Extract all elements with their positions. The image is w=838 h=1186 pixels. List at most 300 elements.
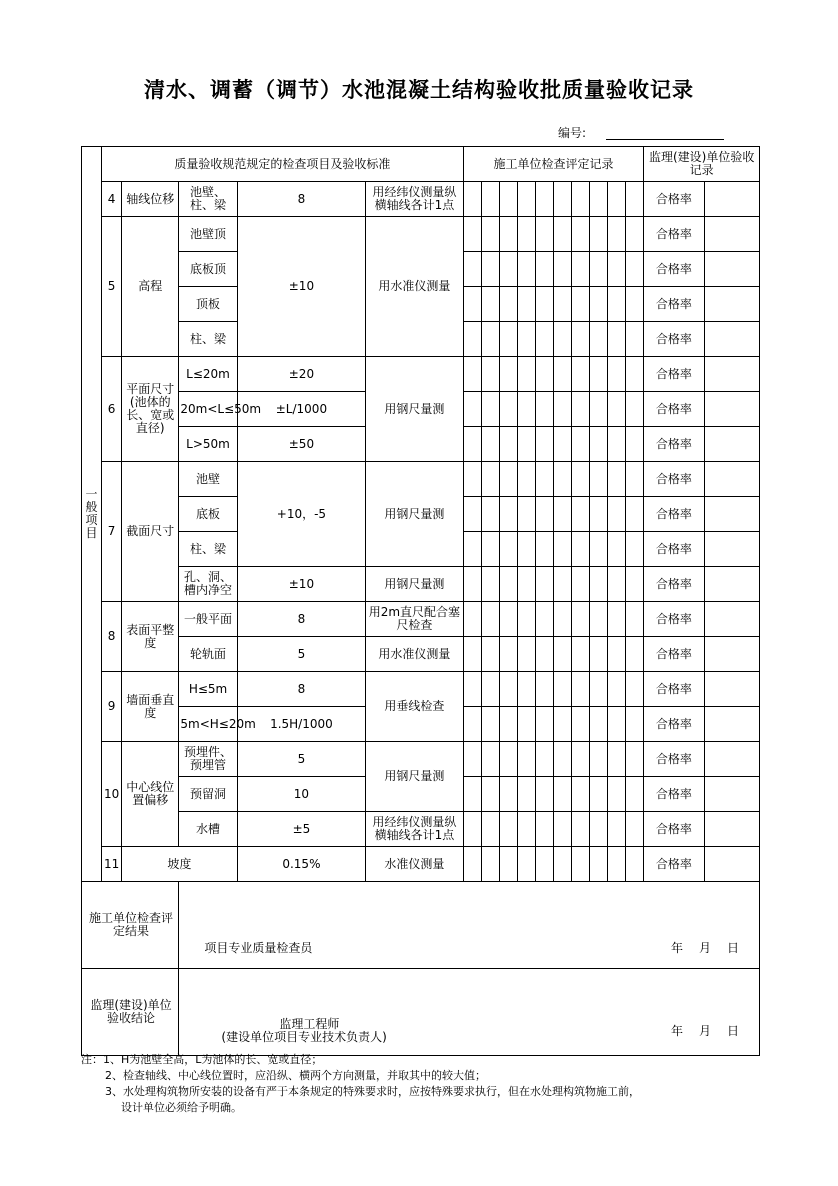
record-cell[interactable] [553,567,571,602]
record-cell[interactable] [481,532,499,567]
record-cell[interactable] [499,287,517,322]
record-cell[interactable] [517,392,535,427]
record-cell[interactable] [626,672,644,707]
record-cell[interactable] [481,392,499,427]
check-method: 用水准仪测量 [366,217,463,357]
record-cell[interactable] [517,182,535,217]
record-cell[interactable] [499,777,517,812]
item-name: 平面尺寸(池体的长、宽或直径) [122,357,179,462]
record-cell[interactable] [535,812,553,847]
record-cell[interactable] [535,357,553,392]
record-cell[interactable] [608,532,626,567]
record-cell[interactable] [572,217,590,252]
record-cell[interactable] [535,322,553,357]
allowed-deviation: 8 [237,672,366,707]
record-cell[interactable] [535,777,553,812]
record-cell[interactable] [590,182,608,217]
record-cell[interactable] [517,217,535,252]
record-cell[interactable] [463,357,481,392]
record-cell[interactable] [626,742,644,777]
record-cell[interactable] [463,462,481,497]
record-cell[interactable] [463,637,481,672]
sub-item: 轮轨面 [179,637,237,672]
record-cell[interactable] [553,742,571,777]
record-cell[interactable] [572,182,590,217]
record-cell[interactable] [517,322,535,357]
record-cell[interactable] [626,497,644,532]
record-cell[interactable] [481,322,499,357]
table-row [82,812,760,847]
section-label-char: 般 [85,500,98,514]
record-cell[interactable] [590,252,608,287]
record-cell[interactable] [481,357,499,392]
item-number: 11 [102,847,122,882]
record-cell[interactable] [626,287,644,322]
record-cell[interactable] [463,812,481,847]
code-input-line[interactable] [606,139,724,140]
supervision-label-cell [82,969,179,1056]
record-cell[interactable] [517,602,535,637]
record-cell[interactable] [590,427,608,462]
pass-rate-label: 合格率 [644,602,704,637]
pass-rate-value[interactable] [704,357,759,392]
record-cell[interactable] [608,742,626,777]
record-cell[interactable] [572,777,590,812]
record-cell[interactable] [626,777,644,812]
record-cell[interactable] [553,707,571,742]
record-cell[interactable] [626,182,644,217]
pass-rate-label: 合格率 [644,392,704,427]
record-cell[interactable] [463,287,481,322]
record-cell[interactable] [553,532,571,567]
construction-date[interactable]: 年 月 日 [670,941,741,955]
record-cell[interactable] [626,637,644,672]
construction-header: 施工单位检查评定记录 [463,147,644,182]
record-cell[interactable] [481,252,499,287]
record-cell[interactable] [535,217,553,252]
record-cell[interactable] [608,847,626,882]
record-cell[interactable] [608,392,626,427]
record-cell[interactable] [463,252,481,287]
note-1: 注：1、H为池壁全高，L为池体的长、宽或直径； [81,1053,323,1066]
record-cell[interactable] [590,672,608,707]
pass-rate-label: 合格率 [644,287,704,322]
record-cell[interactable] [517,742,535,777]
check-method: 用钢尺量测 [366,462,463,567]
record-cell[interactable] [517,357,535,392]
sub-item: 柱、梁 [179,322,237,357]
record-cell[interactable] [553,217,571,252]
table-body [82,147,760,1056]
record-cell[interactable] [553,847,571,882]
record-cell[interactable] [608,777,626,812]
record-cell[interactable] [572,287,590,322]
record-cell[interactable] [535,182,553,217]
record-cell[interactable] [499,707,517,742]
record-cell[interactable] [608,427,626,462]
record-cell[interactable] [608,252,626,287]
note-4: 设计单位必须给予明确。 [121,1101,242,1114]
record-cell[interactable] [590,602,608,637]
record-cell[interactable] [463,742,481,777]
pass-rate-label: 合格率 [644,637,704,672]
allowed-deviation: 5 [237,742,366,777]
record-cell[interactable] [535,462,553,497]
record-cell[interactable] [499,252,517,287]
record-cell[interactable] [590,357,608,392]
section-label-char: 目 [85,526,98,540]
record-cell[interactable] [626,427,644,462]
record-cell[interactable] [608,567,626,602]
pass-rate-value[interactable] [704,182,759,217]
table-row [82,567,760,602]
record-cell[interactable] [608,217,626,252]
record-cell[interactable] [481,287,499,322]
record-cell[interactable] [626,357,644,392]
sub-item: 底板 [179,497,237,532]
table-row [82,182,760,217]
record-cell[interactable] [463,672,481,707]
code-label: 编号: [558,126,587,140]
record-cell[interactable] [590,777,608,812]
table-row [82,602,760,637]
item-name: 表面平整度 [122,602,179,672]
record-cell[interactable] [572,672,590,707]
item-name: 截面尺寸 [122,462,179,602]
pass-rate-value[interactable] [704,322,759,357]
record-cell[interactable] [626,567,644,602]
table-row [82,357,760,392]
record-cell[interactable] [463,427,481,462]
record-cell[interactable] [535,497,553,532]
item-number: 10 [102,742,122,847]
record-cell[interactable] [499,812,517,847]
record-cell[interactable] [517,812,535,847]
record-cell[interactable] [463,497,481,532]
supervision-label: 监理(建设)单位验收结论 [90,998,172,1025]
record-cell[interactable] [572,602,590,637]
record-cell[interactable] [481,672,499,707]
record-cell[interactable] [463,182,481,217]
record-cell[interactable] [517,637,535,672]
sub-item: 预留洞 [179,777,237,812]
record-cell[interactable] [463,777,481,812]
record-cell[interactable] [463,217,481,252]
sub-item: 池壁顶 [179,217,237,252]
record-cell[interactable] [626,707,644,742]
notes [81,1052,640,1116]
record-cell[interactable] [499,182,517,217]
record-cell[interactable] [572,707,590,742]
pass-rate-value[interactable] [704,847,759,882]
record-cell[interactable] [590,462,608,497]
record-cell[interactable] [572,847,590,882]
record-cell[interactable] [626,322,644,357]
criteria-header: 质量验收规范规定的检查项目及验收标准 [102,147,464,182]
pass-rate-label: 合格率 [644,497,704,532]
record-cell[interactable] [590,392,608,427]
record-cell[interactable] [608,602,626,637]
check-method: 用水准仪测量 [366,637,463,672]
record-cell[interactable] [481,707,499,742]
pass-rate-label: 合格率 [644,462,704,497]
pass-rate-value[interactable] [704,812,759,847]
record-cell[interactable] [608,497,626,532]
supervision-sign-area[interactable] [179,969,760,1056]
sub-item: 预埋件、预埋管 [179,742,237,777]
record-cell[interactable] [481,427,499,462]
record-cell[interactable] [553,182,571,217]
record-cell[interactable] [481,497,499,532]
table-row [82,637,760,672]
record-cell[interactable] [499,462,517,497]
pass-rate-label: 合格率 [644,182,704,217]
record-cell[interactable] [517,427,535,462]
record-cell[interactable] [535,252,553,287]
record-cell[interactable] [535,707,553,742]
record-cell[interactable] [572,812,590,847]
record-cell[interactable] [517,532,535,567]
record-cell[interactable] [463,847,481,882]
check-method: 用经纬仪测量纵横轴线各计1点 [366,182,463,217]
note-2: 2、检查轴线、中心线位置时，应沿纵、横两个方向测量，并取其中的较大值； [105,1069,486,1082]
record-cell[interactable] [626,532,644,567]
item-name: 墙面垂直度 [122,672,179,742]
record-cell[interactable] [608,637,626,672]
record-cell[interactable] [463,392,481,427]
pass-rate-label: 合格率 [644,427,704,462]
record-cell[interactable] [517,462,535,497]
record-cell[interactable] [608,322,626,357]
pass-rate-value[interactable] [704,497,759,532]
record-cell[interactable] [608,672,626,707]
supervision-date[interactable]: 年 月 日 [670,1024,741,1038]
record-cell[interactable] [499,567,517,602]
table-row [82,847,760,882]
check-method: 用钢尺量测 [366,742,463,812]
table-row [82,217,760,252]
record-cell[interactable] [572,742,590,777]
construction-label-cell [82,882,179,969]
record-cell[interactable] [572,427,590,462]
record-cell[interactable] [535,672,553,707]
record-cell[interactable] [517,777,535,812]
record-cell[interactable] [463,707,481,742]
record-cell[interactable] [626,252,644,287]
record-cell[interactable] [572,497,590,532]
record-cell[interactable] [572,357,590,392]
pass-rate-value[interactable] [704,532,759,567]
record-cell[interactable] [499,357,517,392]
record-cell[interactable] [553,602,571,637]
record-cell[interactable] [463,532,481,567]
record-cell[interactable] [590,637,608,672]
record-cell[interactable] [590,287,608,322]
allowed-deviation: ±L/1000 [237,392,366,427]
pass-rate-value[interactable] [704,742,759,777]
record-cell[interactable] [535,847,553,882]
supervision-row [82,969,760,1056]
record-cell[interactable] [517,567,535,602]
record-cell[interactable] [590,322,608,357]
record-cell[interactable] [553,672,571,707]
sub-item: L>50m [179,427,237,462]
record-cell[interactable] [608,287,626,322]
pass-rate-value[interactable] [704,392,759,427]
pass-rate-label: 合格率 [644,777,704,812]
record-cell[interactable] [499,497,517,532]
record-cell[interactable] [499,532,517,567]
quality-inspector-label: 项目专业质量检查员 [204,941,313,955]
pass-rate-value[interactable] [704,217,759,252]
record-cell[interactable] [608,707,626,742]
record-cell[interactable] [535,287,553,322]
item-number: 6 [102,357,122,462]
record-cell[interactable] [517,847,535,882]
record-cell[interactable] [572,637,590,672]
pass-rate-value[interactable] [704,567,759,602]
record-cell[interactable] [535,567,553,602]
record-cell[interactable] [553,357,571,392]
record-cell[interactable] [463,602,481,637]
record-cell[interactable] [535,392,553,427]
sub-item: 孔、洞、槽内净空 [179,567,237,602]
construction-label: 施工单位检查评定结果 [88,911,173,938]
record-cell[interactable] [553,497,571,532]
record-cell[interactable] [463,322,481,357]
construction-sign-area[interactable] [179,882,760,969]
record-cell[interactable] [572,252,590,287]
record-cell[interactable] [553,427,571,462]
record-cell[interactable] [499,217,517,252]
record-cell[interactable] [553,322,571,357]
record-cell[interactable] [608,462,626,497]
record-cell[interactable] [463,567,481,602]
record-cell[interactable] [499,427,517,462]
check-method: 用钢尺量测 [366,357,463,462]
record-cell[interactable] [535,427,553,462]
record-cell[interactable] [590,812,608,847]
record-cell[interactable] [590,497,608,532]
record-cell[interactable] [499,672,517,707]
record-cell[interactable] [481,847,499,882]
sub-item: 柱、梁 [179,532,237,567]
record-cell[interactable] [499,392,517,427]
record-cell[interactable] [535,532,553,567]
record-cell[interactable] [481,602,499,637]
pass-rate-value[interactable] [704,707,759,742]
record-cell[interactable] [517,497,535,532]
record-cell[interactable] [608,182,626,217]
record-cell[interactable] [481,637,499,672]
record-cell[interactable] [572,532,590,567]
record-cell[interactable] [553,462,571,497]
record-cell[interactable] [626,392,644,427]
note-3: 3、水处理构筑物所安装的设备有严于本条规定的特殊要求时，应按特殊要求执行，但在水处理构筑物施工前， [105,1085,640,1098]
record-cell[interactable] [608,357,626,392]
item-number: 4 [102,182,122,217]
table-row [82,742,760,777]
pass-rate-value[interactable] [704,287,759,322]
record-cell[interactable] [590,742,608,777]
record-cell[interactable] [535,637,553,672]
pass-rate-value[interactable] [704,252,759,287]
section-label-char: 项 [85,513,98,527]
pass-rate-value[interactable] [704,777,759,812]
record-cell[interactable] [481,777,499,812]
record-cell[interactable] [590,707,608,742]
record-cell[interactable] [626,847,644,882]
record-cell[interactable] [590,217,608,252]
allowed-deviation: ±20 [237,357,366,392]
record-cell[interactable] [499,847,517,882]
record-cell[interactable] [553,392,571,427]
record-cell[interactable] [553,287,571,322]
check-method: 用钢尺量测 [366,567,463,602]
record-cell[interactable] [553,252,571,287]
record-cell[interactable] [499,637,517,672]
record-cell[interactable] [553,637,571,672]
record-cell[interactable] [626,217,644,252]
record-cell[interactable] [517,287,535,322]
pass-rate-label: 合格率 [644,322,704,357]
item-number: 8 [102,602,122,672]
record-cell[interactable] [626,602,644,637]
record-cell[interactable] [535,742,553,777]
pass-rate-label: 合格率 [644,567,704,602]
record-cell[interactable] [608,812,626,847]
pass-rate-value[interactable] [704,637,759,672]
record-cell[interactable] [499,602,517,637]
record-cell[interactable] [626,462,644,497]
sub-item: 池壁 [179,462,237,497]
record-cell[interactable] [590,567,608,602]
item-name: 轴线位移 [122,182,179,217]
record-cell[interactable] [481,742,499,777]
item-name: 中心线位置偏移 [122,742,179,847]
record-cell[interactable] [481,217,499,252]
pass-rate-value[interactable] [704,462,759,497]
record-cell[interactable] [626,812,644,847]
record-cell[interactable] [535,602,553,637]
record-cell[interactable] [481,567,499,602]
record-cell[interactable] [572,462,590,497]
record-cell[interactable] [517,707,535,742]
record-cell[interactable] [572,392,590,427]
record-cell[interactable] [572,322,590,357]
record-cell[interactable] [517,252,535,287]
item-name: 高程 [122,217,179,357]
record-cell[interactable] [481,462,499,497]
record-cell[interactable] [590,532,608,567]
pass-rate-label: 合格率 [644,812,704,847]
record-cell[interactable] [517,672,535,707]
allowed-deviation: 1.5H/1000 [237,707,366,742]
sub-item: L≤20m [179,357,237,392]
record-cell[interactable] [572,567,590,602]
record-cell[interactable] [590,847,608,882]
record-cell[interactable] [481,182,499,217]
record-cell[interactable] [553,777,571,812]
sub-item: 5m<H≤20m [179,707,237,742]
record-cell[interactable] [499,322,517,357]
record-cell[interactable] [499,742,517,777]
record-cell[interactable] [481,812,499,847]
pass-rate-value[interactable] [704,427,759,462]
record-cell[interactable] [553,812,571,847]
pass-rate-value[interactable] [704,672,759,707]
pass-rate-value[interactable] [704,602,759,637]
